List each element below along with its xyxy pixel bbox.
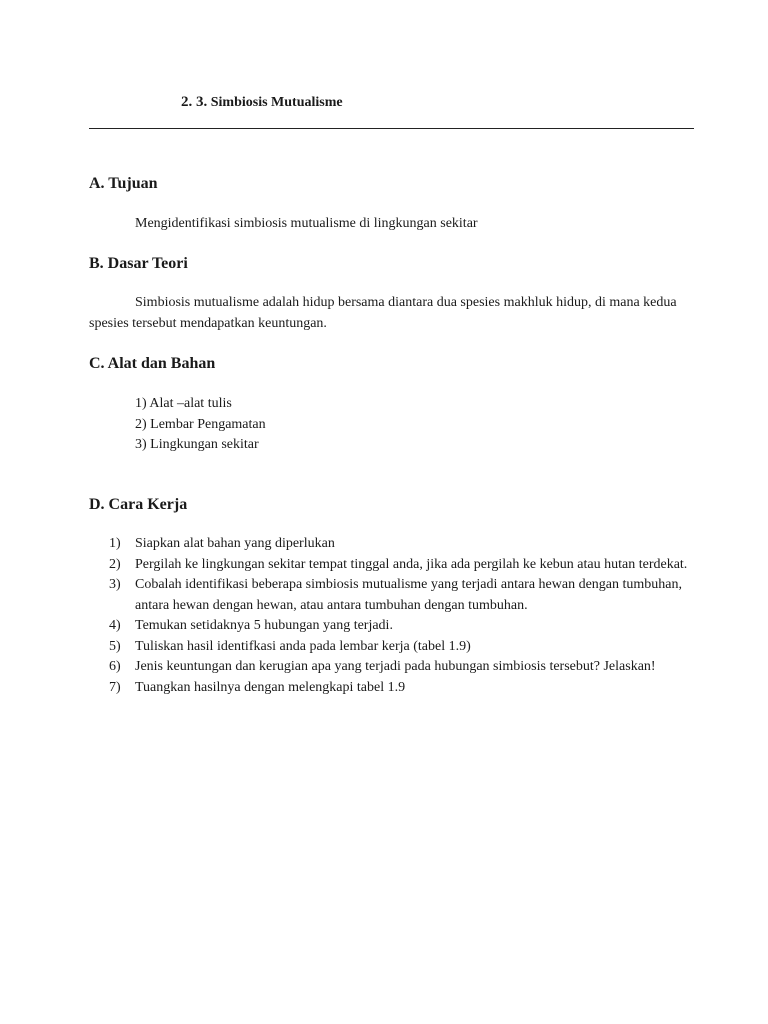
page-title	[181, 94, 343, 111]
cara-kerja-list	[109, 534, 689, 698]
step-text: Tuliskan hasil identifkasi anda pada lembar kerja (tabel 1.9)	[135, 638, 471, 654]
step-text: Tuangkan hasilnya dengan melengkapi tabel 1.9	[135, 679, 406, 695]
list-item	[109, 637, 689, 658]
list-item: 2) Lembar Pengamatan	[135, 416, 266, 432]
heading-cara-kerja: D. Cara Kerja	[89, 496, 188, 513]
step-text: Temukan setidaknya 5 hubungan yang terjadi.	[135, 618, 393, 633]
step-number: 1)	[109, 536, 121, 551]
step-text: Siapkan alat bahan yang diperlukan	[135, 536, 335, 551]
list-item	[109, 555, 689, 576]
list-item	[109, 678, 689, 699]
step-text: Jenis keuntungan dan kerugian apa yang terjadi pada hubungan simbiosis tersebut? Jelaskan!	[135, 659, 656, 674]
heading-tujuan: A. Tujuan	[89, 175, 158, 192]
title-divider	[89, 128, 694, 129]
step-text: Cobalah identifikasi beberapa simbiosis mutualisme yang terjadi antara hewan dengan tumbuhan, antara hewan dengan hewan, atau antara tumbuhan dengan tumbuhan.	[135, 577, 683, 613]
list-item	[109, 657, 689, 678]
step-number: 3)	[109, 577, 121, 592]
step-number: 7)	[109, 679, 121, 695]
step-number: 5)	[109, 638, 121, 654]
list-item: 1) Alat –alat tulis	[135, 396, 232, 411]
tujuan-text: Mengidentifikasi simbiosis mutualisme di lingkungan sekitar	[135, 216, 478, 231]
step-number: 2)	[109, 556, 121, 572]
alat-bahan-list	[135, 394, 266, 456]
dasar-teori-text: Simbiosis mutualisme adalah hidup bersama diantara dua spesies makhluk hidup, di mana kedua spesies tersebut mendapatkan keuntungan.	[89, 295, 677, 331]
section-title: Simbiosis Mutualisme	[210, 95, 343, 110]
list-item	[109, 575, 689, 616]
step-number: 4)	[109, 618, 121, 633]
heading-dasar-teori: B. Dasar Teori	[89, 255, 188, 272]
section-number: 2. 3.	[181, 94, 208, 110]
step-text: Pergilah ke lingkungan sekitar tempat tinggal anda, jika ada pergilah ke kebun atau hutan terdekat.	[135, 556, 688, 572]
heading-alat-bahan: C. Alat dan Bahan	[89, 355, 216, 372]
list-item	[109, 534, 689, 555]
step-number: 6)	[109, 659, 121, 674]
list-item	[109, 616, 689, 637]
list-item: 3) Lingkungan sekitar	[135, 437, 259, 452]
